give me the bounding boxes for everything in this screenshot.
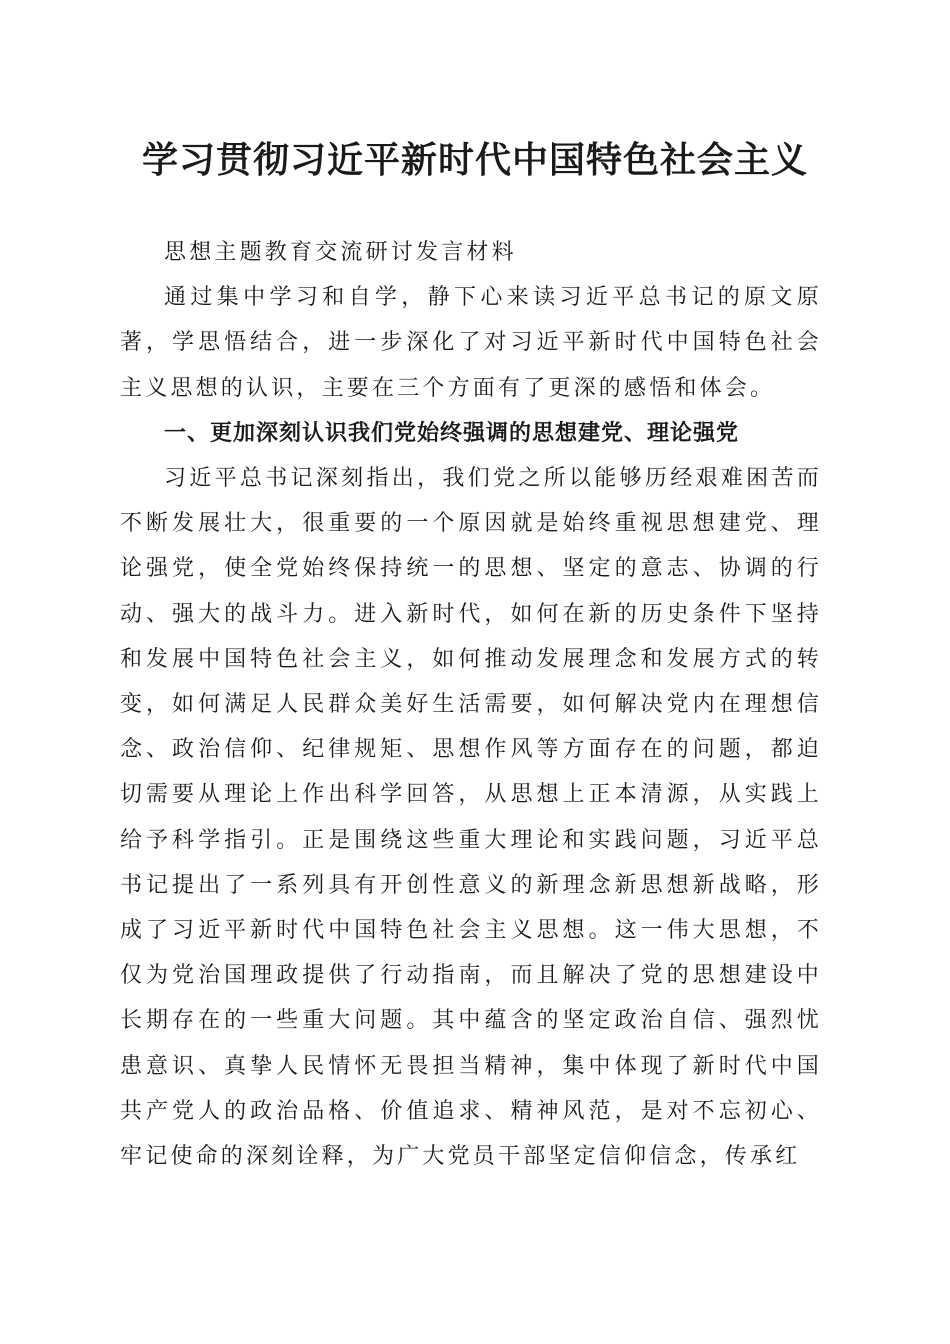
section-heading: 一、更加深刻认识我们党始终强调的思想建党、理论强党 [164,420,740,446]
document-subtitle: 思想主题教育交流研讨发言材料 [164,240,517,265]
body-paragraph: 习近平总书记深刻指出，我们党之所以能够历经艰难困苦而不断发展壮大，很重要的一个原因就是始终重视思想建党、理论强党，使全党始终保持统一的思想、坚定的意志、协调的行动、强大的战斗力。进入新时代，如何在新的历史条件下坚持和发展中国特色社会主义，如何推动发展理念和发展方式的转变，如何满足人民群众美好生活需要，如何解决党内在理想信念、政治信仰、纪律规矩、思想作风等方面存在的问题，都迫切需要从理论上作出科学回答，从思想上正本清源，从实践上给予科学指引。正是围绕这些重大理论和实践问题，习近平总书记提出了一系列具有开创性意义的新理念新思想新战略，形成了习近平新时代中国特色社会主义思想。这一伟大思想，不仅为党治国理政提供了行动指南，而且解决了党的思想建设中长期存在的一些重大问题。其中蕴含的坚定政治自信、强烈忧患意识、真挚人民情怀无畏担当精神，集中体现了新时代中国共产党人的政治品格、价值追求、精神风范，是对不忘初心、牢记使命的深刻诠释，为广大党员干部坚定信仰信念，传承红 [120,466,822,1170]
intro-paragraph: 通过集中学习和自学，静下心来读习近平总书记的原文原著，学思悟结合，进一步深化了对习近平新时代中国特色社会主义思想的认识，主要在三个方面有了更深的感悟和体会。 [120,285,822,401]
document-title: 学习贯彻习近平新时代中国特色社会主义 [141,139,808,181]
document-body [120,230,822,1179]
